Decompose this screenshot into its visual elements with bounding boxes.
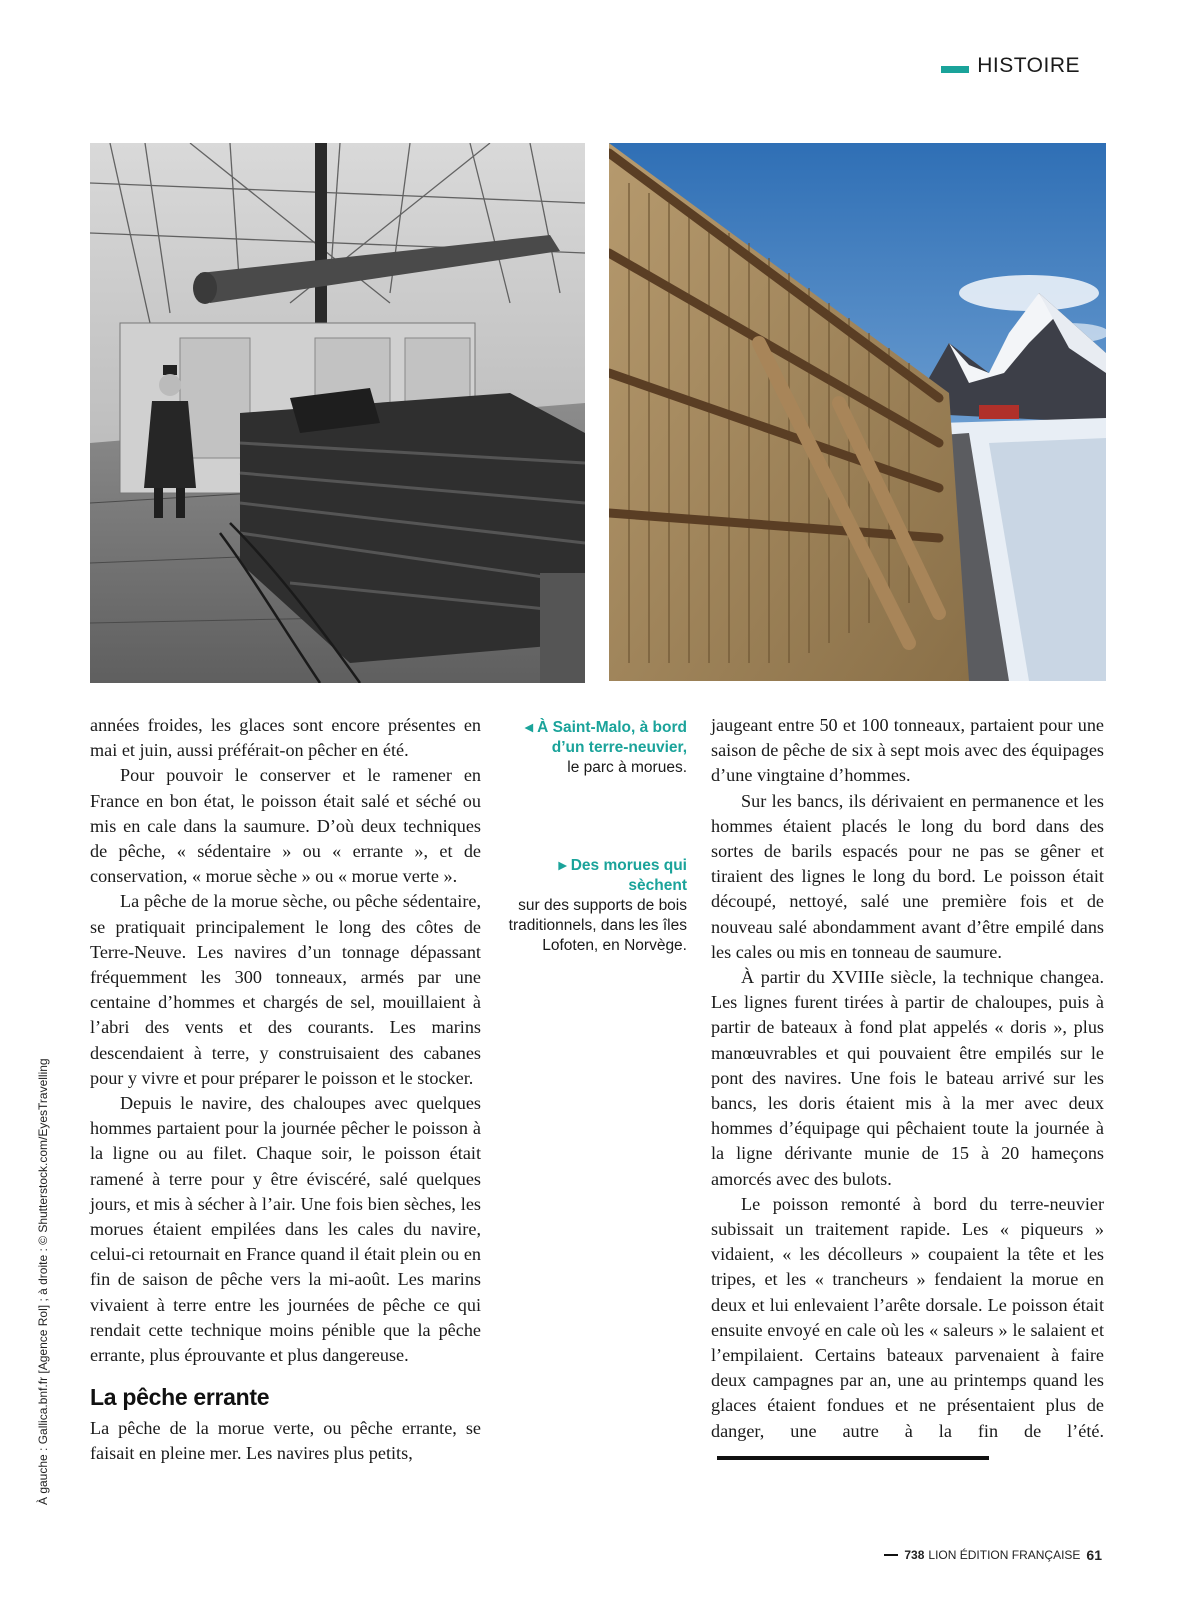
paragraph: années froides, les glaces sont encore présentes en mai et juin, aussi préférait-on pêcher en été. [90,715,481,761]
paragraph: jaugeant entre 50 et 100 tonneaux, partaient pour une saison de pêche de six à sept mois avec des équipages d’une vingtaine d’hommes. [711,715,1104,786]
magazine-name: LION ÉDITION FRANÇAISE [928,1548,1081,1562]
paragraph: À partir du XVIIIe siècle, la technique changea. Les lignes furent tirées à partir de chaloupes, puis à partir de bateaux à fond plat appelés « doris », plus manœuvrables et qui pouvaient être empilés sur le pont des navires. Une fois le bateau arrivé sur les bancs, les doris étaient mis à la mer avec deux hommes d’équipage qui pêchaient toute la journée à la ligne dérivante munie de 15 à 20 hameçons amorcés avec des bulots. [711,967,1104,1189]
paragraph: Depuis le navire, des chaloupes avec quelques hommes partaient pour la journée pêcher le poisson à la ligne ou au filet. Chaque soir, le poisson était ramené à terre pour y être éviscéré, salé quelques jours, et mis à sécher à l’air. Une fois bien sèches, les morues étaient empilées dans les cales du navire, celui-ci retournait en France quand il était plein ou en fin de saison de pêche vers la mi-août. Les marins vivaient à terre entre les journées de pêche ce qui rendait cette technique moins pénible que la pêche errante, plus éprouvante et plus dangereuse. [90,1093,481,1366]
paragraph: Pour pouvoir le conserver et le ramener en France en bon état, le poisson était salé et séché ou mis en cale dans la saumure. D’où deux techniques de pêche, « sédentaire » ou « errante », et de conservation, « morue sèche » ou « morue verte ». [90,765,481,887]
caption-text: le parc à morues. [567,759,687,776]
end-of-article-mark [717,1456,989,1460]
paragraph-last [711,1192,1104,1469]
drying-cod-illustration [609,143,1106,681]
header-accent-bar [941,66,969,73]
paragraph: La pêche de la morue verte, ou pêche errante, se faisait en pleine mer. Les navires plus petits, [90,1418,481,1464]
caption-title: ◂ À Saint-Malo, à bord d’un terre-neuvier, [525,719,687,756]
paragraph-text: Le poisson remonté à bord du terre-neuvier subissait un traitement rapide. Les « piqueurs » vidaient, « les décolleurs » coupaient la tête et les tripes, et les « trancheurs » fendaient la morue en deux et lui enlevaient l’arête dorsale. Le poisson était ensuite envoyé en cale où les « saleurs » le salaient et l’empilaient. Certains bateaux parvenaient à faire deux campagnes par an, une au printemps quand les glaces étaient fondues et ne présentaient plus de danger, une autre à la fin de l’été. [711,1193,1104,1441]
caption-lofoten [497,856,687,956]
article-column-right [711,713,1104,1469]
caption-title: ▸ Des morues qui sèchent [558,857,687,894]
caption-saint-malo [497,718,687,778]
paragraph: La pêche de la morue sèche, ou pêche sédentaire, se pratiquait principalement le long des côtes de Terre-Neuve. Les navires d’un tonnage dépassant fréquemment les 300 tonneaux, armés par une centaine d’hommes et chargés de sel, mouillaient à l’abri des vents et des courants. Les marins descendaient à terre, y construisaient des cabanes pour y vivre et pour préparer le poisson et le stocker. [90,891,481,1088]
article-column-left [90,713,481,1467]
section-heading: La pêche errante [90,1384,270,1411]
paragraph: Sur les bancs, ils dérivaient en permanence et les hommes étaient placés le long du bord dans des sortes de barils espacés pour ne pas se gêner et tiraient des lignes le long du bord. Le poisson était découpé, nettoyé, salé une première fois et de nouveau salé abondamment avant d’être empilé dans les cales ou mis en tonneau de saumure. [711,790,1104,962]
page-footer [884,1547,1102,1563]
ship-deck-illustration [90,143,585,683]
section-label: HISTOIRE [977,54,1080,77]
footer-dash [884,1554,898,1556]
page-number: 61 [1086,1547,1102,1563]
photo-credit: À gauche : Gallica.bnf.fr [Agence Rol] ; à droite : © Shutterstock.com/EyesTravelling [36,1058,50,1505]
photo-drying-cod [609,143,1106,681]
caption-text: sur des supports de bois traditionnels, dans les îles Lofoten, en Norvège. [508,897,687,954]
photo-ship-deck [90,143,585,683]
issue-number: 738 [904,1548,925,1562]
section-header [941,54,1080,78]
